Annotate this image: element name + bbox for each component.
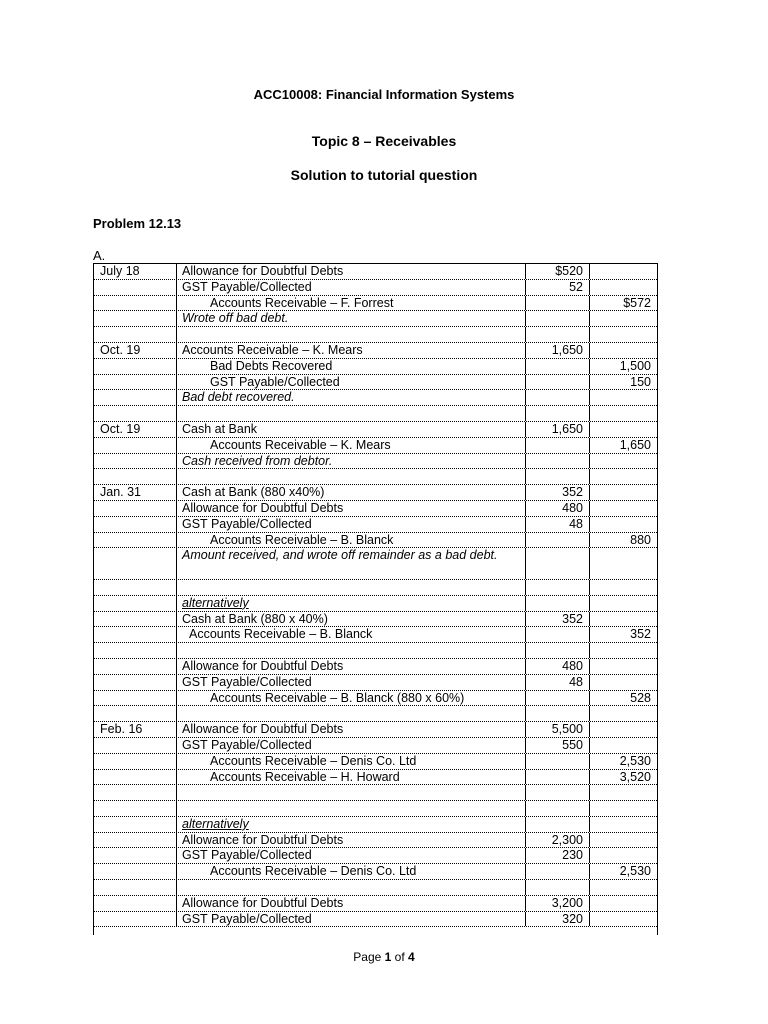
debit-amount: 352 <box>525 612 589 627</box>
account-name: GST Payable/Collected <box>176 738 525 753</box>
debit-amount: 3,200 <box>525 896 589 911</box>
entry-date <box>94 406 176 421</box>
debit-amount <box>525 454 589 469</box>
journal-row <box>94 659 657 675</box>
account-name <box>176 469 525 484</box>
credit-amount <box>589 264 657 279</box>
entry-date <box>94 517 176 532</box>
credit-amount <box>589 817 657 832</box>
credit-amount <box>589 422 657 437</box>
debit-amount <box>525 643 589 658</box>
account-name <box>176 880 525 895</box>
account-name <box>176 327 525 342</box>
account-name: GST Payable/Collected <box>176 280 525 295</box>
journal-row <box>94 296 657 312</box>
entry-date <box>94 738 176 753</box>
journal-row <box>94 533 657 549</box>
debit-amount <box>525 580 589 595</box>
credit-amount <box>589 848 657 863</box>
debit-amount <box>525 706 589 721</box>
journal-row <box>94 833 657 849</box>
journal-row <box>94 485 657 501</box>
entry-date <box>94 454 176 469</box>
account-name <box>176 801 525 816</box>
credit-amount: 2,530 <box>589 754 657 769</box>
problem-label: Problem 12.13 <box>93 216 182 231</box>
account-name: GST Payable/Collected <box>176 375 525 390</box>
entry-date <box>94 785 176 800</box>
credit-amount <box>589 675 657 690</box>
debit-amount <box>525 880 589 895</box>
account-name: Accounts Receivable – Denis Co. Ltd <box>176 754 525 769</box>
journal-row <box>94 754 657 770</box>
journal-row <box>94 359 657 375</box>
entry-date <box>94 675 176 690</box>
debit-amount <box>525 770 589 785</box>
journal-row <box>94 691 657 707</box>
page-footer <box>0 950 768 964</box>
debit-amount: 5,500 <box>525 722 589 737</box>
debit-amount <box>525 864 589 879</box>
entry-date <box>94 864 176 879</box>
debit-amount <box>525 311 589 326</box>
account-name: Accounts Receivable – B. Blanck (880 x 60%) <box>176 691 525 706</box>
account-name: Allowance for Doubtful Debts <box>176 264 525 279</box>
document-title: ACC10008: Financial Information Systems <box>253 87 515 102</box>
entry-date <box>94 580 176 595</box>
journal-row <box>94 501 657 517</box>
entry-date <box>94 548 176 579</box>
account-name: Allowance for Doubtful Debts <box>176 501 525 516</box>
debit-amount <box>525 390 589 405</box>
of-word: of <box>394 950 405 964</box>
account-name: Allowance for Doubtful Debts <box>176 896 525 911</box>
credit-amount <box>589 912 657 927</box>
credit-amount <box>589 343 657 358</box>
credit-amount <box>589 469 657 484</box>
credit-amount <box>589 722 657 737</box>
journal-row <box>94 311 657 327</box>
entry-date: Feb. 16 <box>100 722 143 737</box>
account-name <box>176 785 525 800</box>
entry-date: Oct. 19 <box>100 342 141 357</box>
page-total: 4 <box>408 950 415 964</box>
credit-amount <box>589 311 657 326</box>
credit-amount: 528 <box>589 691 657 706</box>
debit-amount: 480 <box>525 659 589 674</box>
account-name: Accounts Receivable – F. Forrest <box>176 296 525 311</box>
credit-amount: 150 <box>589 375 657 390</box>
debit-amount: 52 <box>525 280 589 295</box>
journal-row <box>94 264 657 280</box>
debit-amount <box>525 627 589 642</box>
entry-date <box>94 596 176 611</box>
journal-row <box>94 548 657 580</box>
account-name: alternatively <box>176 817 525 832</box>
debit-amount <box>525 533 589 548</box>
topic-heading: Topic 8 – Receivables <box>311 133 457 149</box>
account-name: Allowance for Doubtful Debts <box>176 722 525 737</box>
account-name: Cash at Bank (880 x 40%) <box>176 612 525 627</box>
debit-amount: 550 <box>525 738 589 753</box>
account-name: Bad debt recovered. <box>176 390 525 405</box>
credit-amount <box>589 454 657 469</box>
journal-row <box>94 770 657 786</box>
journal-row <box>94 848 657 864</box>
journal-row <box>94 864 657 880</box>
account-name <box>176 706 525 721</box>
entry-date <box>94 533 176 548</box>
entry-date <box>94 627 176 642</box>
entry-date <box>94 438 176 453</box>
entry-date: Oct. 19 <box>100 421 141 436</box>
journal-row <box>94 517 657 533</box>
credit-amount <box>589 548 657 579</box>
journal-row <box>94 675 657 691</box>
entry-date <box>94 659 176 674</box>
credit-amount <box>589 801 657 816</box>
journal-row <box>94 375 657 391</box>
debit-amount <box>525 801 589 816</box>
journal-row <box>94 738 657 754</box>
debit-amount: 48 <box>525 517 589 532</box>
credit-amount <box>589 738 657 753</box>
account-name: Accounts Receivable – B. Blanck <box>176 533 525 548</box>
journal-row <box>94 643 657 659</box>
account-name: Allowance for Doubtful Debts <box>176 833 525 848</box>
debit-amount: $520 <box>525 264 589 279</box>
journal-row <box>94 406 657 422</box>
account-name: GST Payable/Collected <box>176 675 525 690</box>
credit-amount <box>589 406 657 421</box>
entry-date <box>94 754 176 769</box>
page-number: 1 <box>384 950 392 964</box>
entry-date <box>94 359 176 374</box>
debit-amount <box>525 438 589 453</box>
account-name: alternatively <box>176 596 525 611</box>
journal-row <box>94 422 657 438</box>
debit-amount: 1,650 <box>525 343 589 358</box>
account-name: GST Payable/Collected <box>176 848 525 863</box>
journal-row <box>94 438 657 454</box>
debit-amount <box>525 327 589 342</box>
account-name: Accounts Receivable – H. Howard <box>176 770 525 785</box>
credit-amount <box>589 706 657 721</box>
journal-row <box>94 612 657 628</box>
debit-amount <box>525 817 589 832</box>
journal-row <box>94 801 657 817</box>
entry-date <box>94 833 176 848</box>
account-name <box>176 406 525 421</box>
credit-amount: 3,520 <box>589 770 657 785</box>
account-name: Accounts Receivable – Denis Co. Ltd <box>176 864 525 879</box>
debit-amount <box>525 296 589 311</box>
credit-amount <box>589 596 657 611</box>
debit-amount <box>525 596 589 611</box>
entry-date <box>94 880 176 895</box>
entry-date <box>94 327 176 342</box>
credit-amount <box>589 643 657 658</box>
journal-row <box>94 469 657 485</box>
journal-row <box>94 817 657 833</box>
debit-amount: 1,650 <box>525 422 589 437</box>
journal-row <box>94 896 657 912</box>
credit-amount <box>589 896 657 911</box>
credit-amount: 1,650 <box>589 438 657 453</box>
credit-amount: 352 <box>589 627 657 642</box>
journal-row <box>94 280 657 296</box>
credit-amount <box>589 659 657 674</box>
debit-amount: 2,300 <box>525 833 589 848</box>
debit-amount <box>525 785 589 800</box>
account-name: GST Payable/Collected <box>176 517 525 532</box>
journal-row <box>94 912 657 928</box>
account-name: Cash received from debtor. <box>176 454 525 469</box>
journal-row <box>94 327 657 343</box>
page-word: Page <box>353 950 382 964</box>
debit-amount <box>525 548 589 579</box>
journal-row <box>94 880 657 896</box>
entry-date <box>94 817 176 832</box>
account-name: Accounts Receivable – K. Mears <box>176 438 525 453</box>
debit-amount <box>525 754 589 769</box>
account-name <box>176 643 525 658</box>
debit-amount <box>525 469 589 484</box>
credit-amount <box>589 612 657 627</box>
account-name: Bad Debts Recovered <box>176 359 525 374</box>
credit-amount <box>589 833 657 848</box>
credit-amount <box>589 280 657 295</box>
debit-amount: 352 <box>525 485 589 500</box>
account-name: Cash at Bank <box>176 422 525 437</box>
credit-amount: $572 <box>589 296 657 311</box>
credit-amount <box>589 390 657 405</box>
debit-amount: 230 <box>525 848 589 863</box>
entry-date <box>94 311 176 326</box>
journal-row <box>94 580 657 596</box>
entry-date <box>94 896 176 911</box>
credit-amount: 1,500 <box>589 359 657 374</box>
credit-amount <box>589 501 657 516</box>
entry-date <box>94 848 176 863</box>
debit-amount: 320 <box>525 912 589 927</box>
account-name: GST Payable/Collected <box>176 912 525 927</box>
account-name: Amount received, and wrote off remainder as a bad debt. <box>176 548 525 579</box>
journal-row <box>94 343 657 359</box>
debit-amount: 48 <box>525 675 589 690</box>
entry-date <box>94 296 176 311</box>
entry-date: Jan. 31 <box>100 485 142 500</box>
debit-amount <box>525 359 589 374</box>
entry-date <box>94 691 176 706</box>
debit-amount: 480 <box>525 501 589 516</box>
journal-row <box>94 454 657 470</box>
credit-amount <box>589 880 657 895</box>
journal-row <box>94 785 657 801</box>
solution-heading: Solution to tutorial question <box>290 167 478 183</box>
credit-amount <box>589 485 657 500</box>
credit-amount <box>589 785 657 800</box>
credit-amount: 2,530 <box>589 864 657 879</box>
credit-amount <box>589 517 657 532</box>
journal-row <box>94 390 657 406</box>
account-name: Accounts Receivable – B. Blanck <box>176 627 525 642</box>
entry-date <box>94 280 176 295</box>
entry-date <box>94 501 176 516</box>
debit-amount <box>525 375 589 390</box>
credit-amount <box>589 327 657 342</box>
journal-row <box>94 722 657 738</box>
debit-amount <box>525 406 589 421</box>
entry-date <box>94 375 176 390</box>
debit-amount <box>525 691 589 706</box>
account-name: Allowance for Doubtful Debts <box>176 659 525 674</box>
entry-date <box>94 770 176 785</box>
journal-row <box>94 596 657 612</box>
account-name: Accounts Receivable – K. Mears <box>176 343 525 358</box>
entry-date <box>94 469 176 484</box>
journal-row <box>94 706 657 722</box>
account-name: Wrote off bad debt. <box>176 311 525 326</box>
credit-amount <box>589 580 657 595</box>
credit-amount: 880 <box>589 533 657 548</box>
part-label: A. <box>93 248 106 263</box>
journal-row <box>94 627 657 643</box>
entry-date <box>94 801 176 816</box>
account-name: Cash at Bank (880 x40%) <box>176 485 525 500</box>
entry-date: July 18 <box>100 264 140 278</box>
entry-date <box>94 390 176 405</box>
account-name <box>176 580 525 595</box>
entry-date <box>94 912 176 927</box>
journal-table <box>93 263 658 935</box>
entry-date <box>94 643 176 658</box>
entry-date <box>94 706 176 721</box>
entry-date <box>94 612 176 627</box>
